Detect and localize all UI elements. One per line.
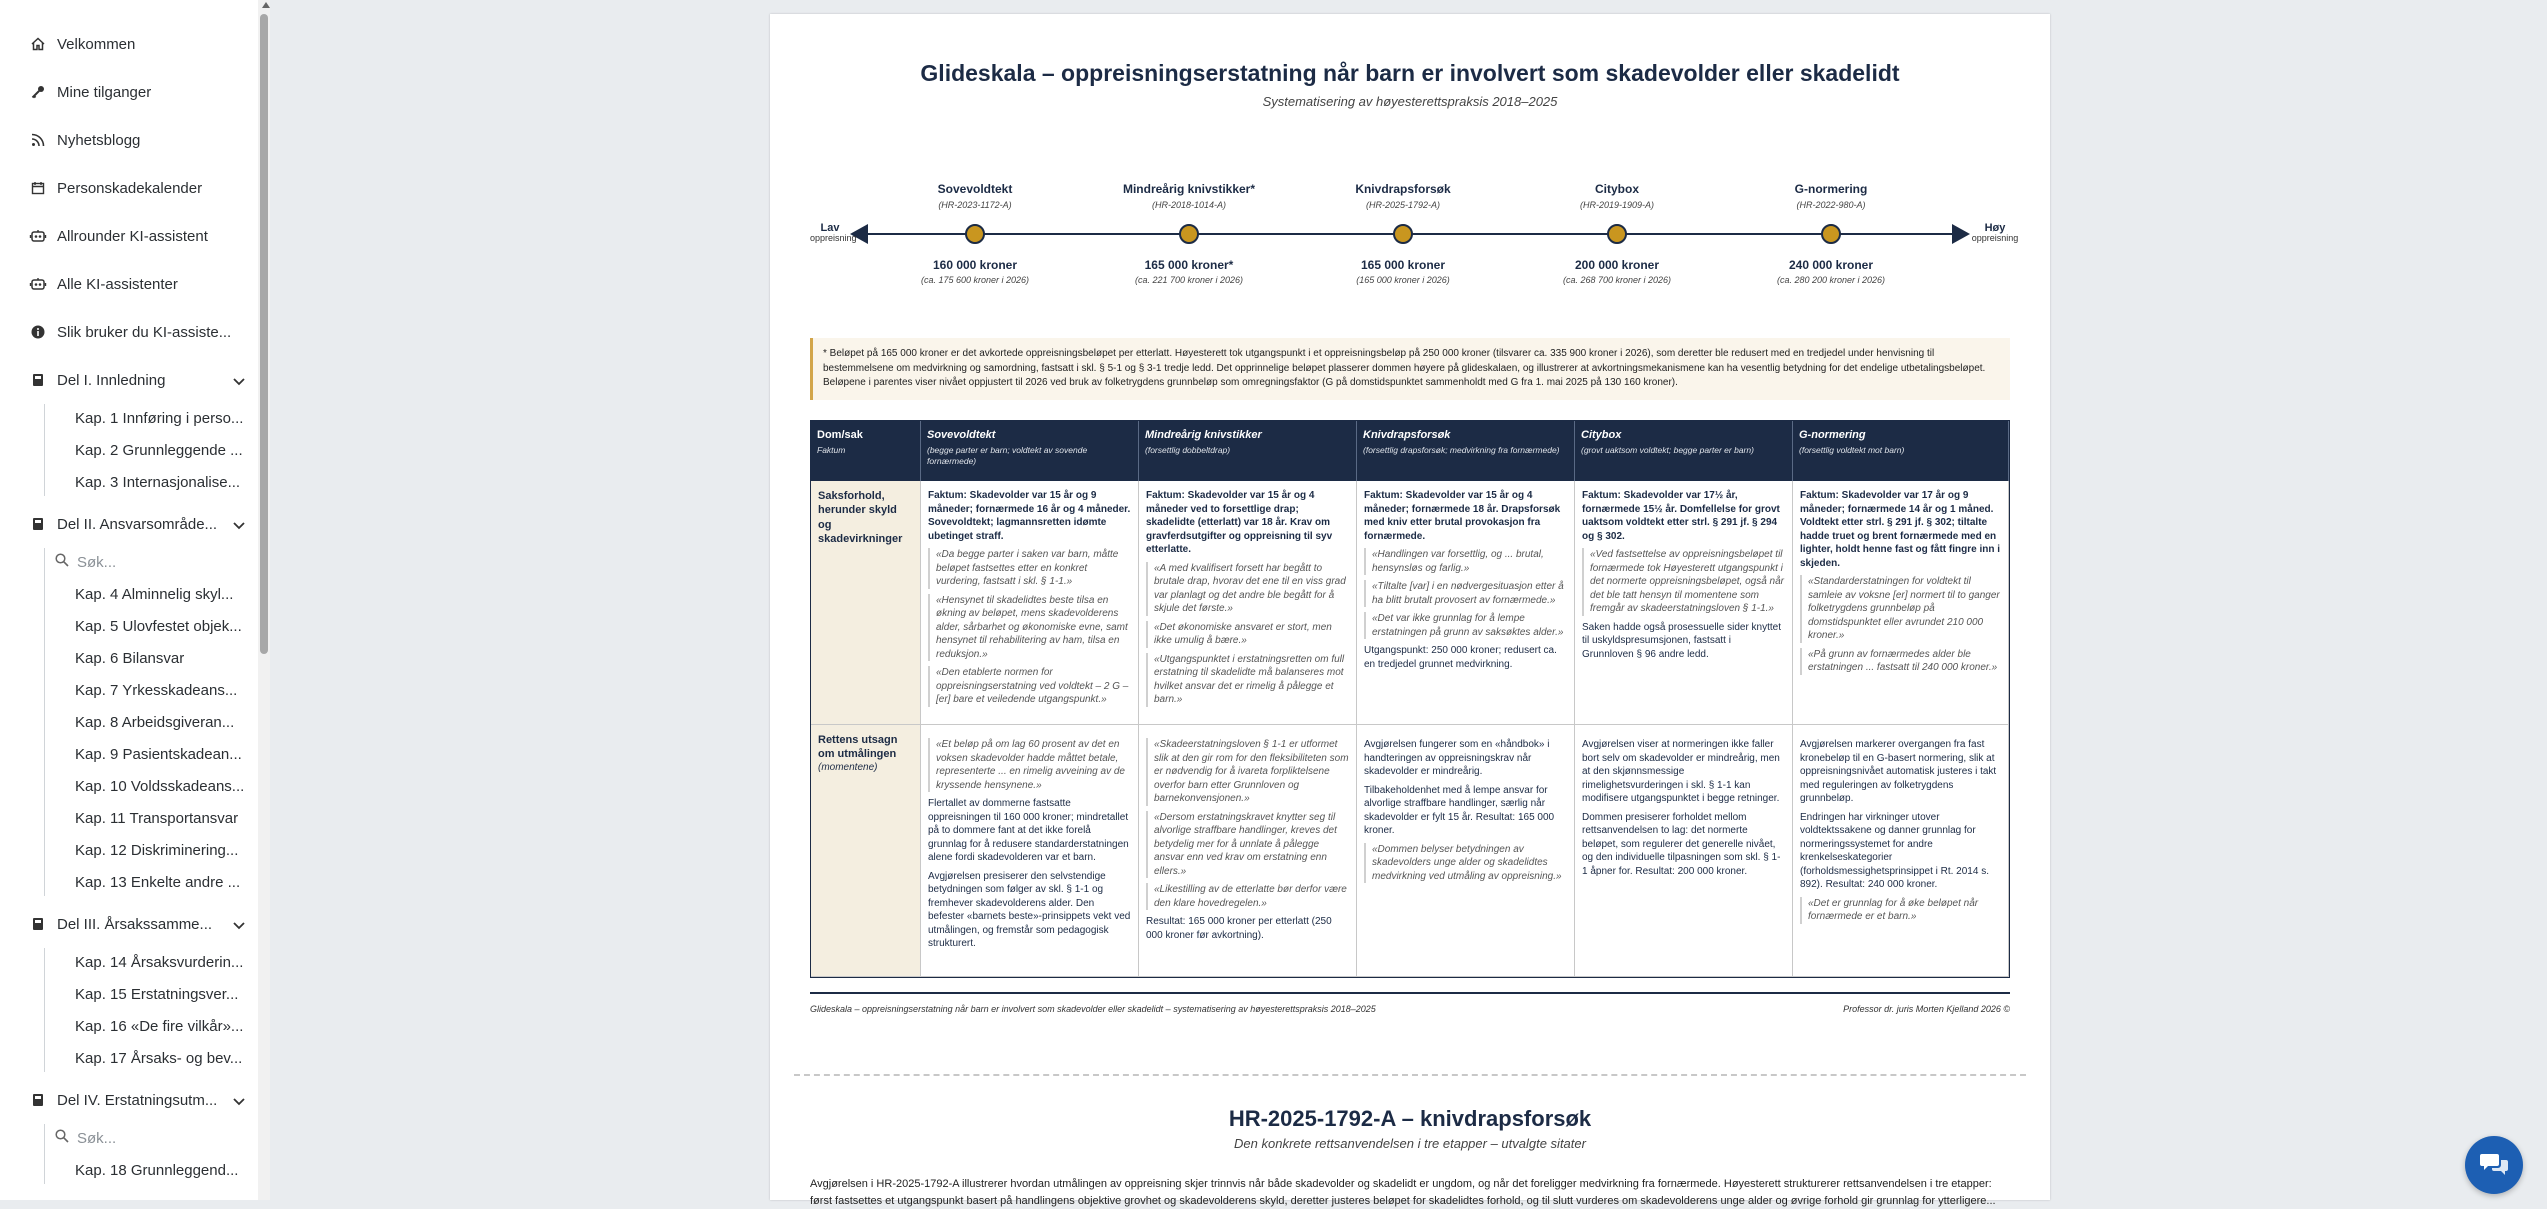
sidebar-chapter[interactable]: Kap. 11 Transportansvar [75, 809, 239, 827]
table-header [1793, 421, 2009, 481]
document-title: Glideskala – oppreisningserstatning når barn er involvert som skadevolder eller skadelidt [920, 60, 1900, 86]
table-header [1357, 421, 1575, 481]
adjusted-amount: (ca. 280 200 kroner i 2026) [1776, 275, 1886, 285]
row-title: Saksforhold, herunder skyld og skadevirkninger [818, 490, 903, 545]
comparison-table [810, 420, 2010, 978]
table-cell [1793, 481, 2009, 725]
sidebar-chapter[interactable]: Kap. 8 Arbeidsgiveran... [75, 713, 235, 731]
footnote-box: * Beløpet på 165 000 kroner er det avkortede oppreisningsbeløpet per etterlatt. Høyesterett tok utgangspunkt i et oppreisningsbeløp på 250 000 kroner (tilsvarer ca. 335 900 kroner i 2026), som deretter ble redusert med en tredjedel under henvisning til bestemmelsene om medvirkning og samordning, fastsatt i skl. § 5-1 og § 3-1 tredje ledd. Det opprinnelige beløpet plasserer dommen høyere på glideskalaen, og illustrerer at avkortningsmekanismene kan ha vesentlig betydning for det endelige utbetalingsbeløpet. Beløpene i parentes viser nivået oppjustert til 2026 ved bruk av folketrygdens grunnbeløp som omregningsfaktor (G på domstidspunktet sammenholdt med G fra 1. mai 2025 på 130 160 kroner). [810, 338, 2010, 400]
search-placeholder: Søk... [77, 553, 117, 571]
sidebar-chapter[interactable]: Kap. 7 Yrkesskadeans... [75, 681, 238, 699]
cell-text: Tilbakeholdenhet med å lempe ansvar for alvorlige straffbare handlinger, særlig når skadevolder er fylt 15 år. Resultat: 165 000 kroner. [1364, 784, 1555, 836]
sidebar-chapter[interactable]: Kap. 6 Bilansvar [75, 649, 185, 667]
sidebar-chapter[interactable]: Kap. 18 Grunnleggend... [75, 1161, 239, 1179]
sidebar-item[interactable] [30, 316, 250, 348]
header-title: Dom/sak [817, 429, 863, 441]
tree-line [44, 948, 45, 1072]
cell-quote: «Ved fastsettelse av oppreisningsbeløpet til fornærmede tok Høyesterett utgangspunkt i det normerte oppreisningsbeløpet, også når det ble tatt hensyn til momentene som fremgår av skadeerstatningsloven § 1-1.» [1582, 548, 1785, 616]
cell-fact: Faktum: Skadevolder var 15 år og 4 måneder ved to forsettlige drap; skadelidte (etterlatt) var 18 år. Krav om gravferdsutgifter og oppreisning til syv etterlatte. [1146, 490, 1333, 555]
section-divider [794, 1074, 2026, 1076]
scale-point [875, 182, 1075, 210]
cell-quote: «Den etablerte normen for oppreisningserstatning ved voldtekt – 2 G – [er] bare et veiledende utgangspunkt.» [928, 666, 1131, 707]
book-icon [30, 372, 46, 388]
document-page [770, 14, 2050, 1207]
chevron-down-icon[interactable] [233, 917, 245, 934]
scale-point [1517, 182, 1717, 210]
row-title: Rettens utsagn om utmålingen [818, 734, 898, 761]
cell-fact: Faktum: Skadevolder var 15 år og 4 måneder; fornærmede 18 år. Drapsforsøk med kniv etter brutal provokasjon fra fornærmede. [1364, 490, 1561, 542]
scale-amount [1303, 258, 1503, 285]
adjusted-amount: (ca. 221 700 kroner i 2026) [1134, 275, 1244, 285]
cell-text: Utgangspunkt: 250 000 kroner; redusert ca. en tredjedel grunnet medvirkning. [1364, 645, 1557, 670]
chevron-down-icon[interactable] [233, 373, 245, 390]
amount: 165 000 kroner* [1144, 258, 1234, 272]
amount: 165 000 kroner [1360, 258, 1446, 272]
sidebar-item[interactable] [30, 28, 250, 60]
cell-quote: «Et beløp på om lag 60 prosent av det en voksen skadevolder hadde måttet betale, representerte ... en rimelig avveining av de kryssende hensynene.» [928, 738, 1131, 792]
table-cell [1357, 725, 1575, 977]
header-sub: (forsettlig voldtekt mot barn) [1799, 445, 1905, 455]
table-footer-caption: Glideskala – oppreisningserstatning når barn er involvert som skadevolder eller skadelidt – systematisering av høyesterettspraksis 2018–2025 [810, 1004, 1376, 1014]
section-body: Avgjørelsen i HR-2025-1792-A illustrerer hvordan utmålingen av oppreisning skjer trinnvis når både skadevolder og skadelidt er ungdom, og når det foreligger medvirkning fra fornærmede. Høyesterett strukturerer rettsanvendelsen i tre etapper: først fastsettes et utgangspunkt basert på handlingens objektive grovhet og skadevolderens skyld, deretter justeres beløpet for skadelidtes forhold, og til slutt vurderes om skadevolderens unge alder og øvrige forhold gir grunnlag for ytterligere... [810, 1178, 1996, 1207]
cell-text: Endringen har virkninger utover voldtektssakene og danner grunnlag for normeringssystemet for andre krenkelseskategorier (forholdsmessighetsprinsippet i Rt. 2014 s. 892). Resultat: 240 000 kroner. [1800, 811, 1989, 890]
sidebar-part[interactable] [30, 908, 250, 940]
book-icon [30, 916, 46, 932]
cell-quote: «Tiltalte [var] i en nødvergesituasjon etter å ha blitt brutalt provosert av fornærmede.» [1364, 580, 1567, 607]
chevron-down-icon[interactable] [233, 1093, 245, 1110]
section-title: HR-2025-1792-A – knivdrapsforsøk [1228, 1106, 1592, 1131]
table-row-header [811, 481, 921, 725]
sidebar-part-label: Del IV. Erstatningsutm... [57, 1091, 218, 1109]
tree-line [44, 1124, 45, 1184]
cell-text: Saken hadde også prosessuelle sider knyttet til uskyldspresumsjonen, fastsatt i Grunnloven § 96 andre ledd. [1582, 621, 1782, 660]
cell-quote: «Skadeerstatningsloven § 1-1 er utformet slik at den gir rom for den fleksibiliteten som er nødvendig for å ivareta forpliktelsene overfor barn etter Grunnloven og barnekonvensjonen.» [1146, 738, 1349, 806]
sidebar-chapter[interactable]: Kap. 1 Innføring i perso... [75, 409, 244, 427]
adjusted-amount: (165 000 kroner i 2026) [1356, 275, 1450, 285]
table-cell [1139, 725, 1357, 977]
header-sub: Faktum [817, 445, 846, 455]
case-name: G-normering [1794, 182, 1868, 196]
header-title: Knivdrapsforsøk [1363, 429, 1451, 441]
scale-marker [1393, 224, 1413, 244]
scale-amount [1731, 258, 1931, 285]
cell-quote: «Dommen belyser betydningen av skadevolders unge alder og skadelidtes medvirkning ved utmåling av oppreisning.» [1364, 843, 1567, 884]
sidebar-chapter[interactable]: Kap. 9 Pasientskadean... [75, 745, 242, 763]
adjusted-amount: (ca. 268 700 kroner i 2026) [1562, 275, 1672, 285]
sidebar-part-label: Del III. Årsakssamme... [57, 915, 213, 933]
chat-button[interactable] [2465, 1136, 2523, 1194]
section-subtitle: Den konkrete rettsanvendelsen i tre etapper – utvalgte sitater [1234, 1136, 1586, 1151]
case-name: Knivdrapsforsøk [1355, 182, 1451, 196]
sidebar-part[interactable] [30, 1084, 250, 1116]
scale-high: Høy oppreisning [1971, 222, 2019, 244]
sidebar-search-input[interactable] [55, 548, 245, 576]
sidebar-item-label: Velkommen [57, 35, 136, 53]
cell-fact: Faktum: Skadevolder var 15 år og 9 måneder; fornærmede 16 år og 4 måneder. Sovevoldtekt; lagmannsretten idømte ubetinget straff. [928, 490, 1131, 542]
cell-quote: «Hensynet til skadelidtes beste tilsa en økning av beløpet, mens skadevolderens alder, sårbarhet og økonomiske evne, samt hensynet til rehabilitering av ham, tilsa en reduksjon.» [928, 594, 1131, 662]
sidebar-chapter[interactable]: Kap. 3 Internasjonalise... [75, 473, 241, 491]
table-header [1575, 421, 1793, 481]
cell-quote: «Utgangspunktet i erstatningsretten om full erstatning til skadelidte må balanseres mot hvilket ansvar det er rimelig å pålegge et barn.» [1146, 653, 1349, 707]
cell-text: Resultat: 165 000 kroner per etterlatt (250 000 kroner før avkortning). [1146, 916, 1332, 941]
case-ref: (HR-2018-1014-A) [1151, 200, 1227, 210]
key-icon [30, 84, 46, 100]
sidebar-item[interactable] [30, 76, 250, 108]
amount: 200 000 kroner [1574, 258, 1660, 272]
scroll-up-icon[interactable] [262, 2, 270, 8]
cell-quote: «På grunn av fornærmedes alder ble erstatningen ... fastsatt til 240 000 kroner.» [1800, 648, 2001, 675]
book-icon [30, 516, 46, 532]
sidebar-item-label: Nyhetsblogg [57, 131, 141, 149]
search-icon [55, 553, 69, 571]
sidebar-chapter[interactable]: Kap. 15 Erstatningsver... [75, 985, 239, 1003]
info-icon [30, 324, 46, 340]
case-ref: (HR-2025-1792-A) [1365, 200, 1441, 210]
sidebar-search-input[interactable] [55, 1124, 245, 1152]
cell-text: Avgjørelsen markerer overgangen fra fast kronebeløp til en G-basert normering, slik at oppreisningsnivået automatisk justeres i takt med reguleringen av folketrygdens grunnbeløp. [1800, 739, 1997, 804]
sidebar-chapter[interactable]: Kap. 14 Årsaksvurderin... [75, 953, 244, 971]
scale-low: Lav oppreisning [810, 222, 857, 244]
chat-icon [2479, 1151, 2509, 1179]
cell-text: Flertallet av dommerne fastsatte oppreisningen til 160 000 kroner; mindretallet på to dommere fant at det ikke forelå grunnlag for å redusere standarderstatningen alene fordi skadevolderen var et barn. [928, 798, 1129, 863]
sidebar [0, 0, 270, 1200]
header-title: Sovevoldtekt [927, 429, 996, 441]
scale-amount [875, 258, 1075, 285]
cell-quote: «Likestilling av de etterlatte bør derfor være den klare hovedregelen.» [1146, 883, 1349, 910]
sidebar-chapter[interactable]: Kap. 12 Diskriminering... [75, 841, 239, 859]
tree-line [44, 548, 45, 896]
table-cell [1139, 481, 1357, 725]
sidebar-part[interactable] [30, 508, 250, 540]
sidebar-item-label: Alle KI-assistenter [57, 275, 178, 293]
header-sub: (grovt uaktsom voldtekt; begge parter er barn) [1581, 445, 1754, 455]
table-footer-rule [810, 992, 2010, 994]
table-footer-author: Professor dr. juris Morten Kjelland 2026 © [1843, 1004, 2010, 1014]
document-subtitle: Systematisering av høyesterettspraksis 2018–2025 [1262, 94, 1558, 109]
sidebar-chapter[interactable]: Kap. 2 Grunnleggende ... [75, 441, 243, 459]
sidebar-chapter[interactable]: Kap. 16 «De fire vilkår»... [75, 1017, 244, 1035]
sidebar-chapter[interactable]: Kap. 4 Alminnelig skyl... [75, 585, 234, 603]
header-title: G-normering [1799, 429, 1866, 441]
cell-fact: Faktum: Skadevolder var 17½ år, fornærmede 15½ år. Domfellelse for grovt uaktsom voldtekt etter strl. § 291 jf. § 294 og § 302. [1582, 490, 1780, 542]
sidebar-item-label: Slik bruker du KI-assiste... [57, 323, 232, 341]
chevron-down-icon[interactable] [233, 517, 245, 534]
sidebar-chapter[interactable]: Kap. 10 Voldsskadeans... [75, 777, 245, 795]
rss-icon [30, 132, 46, 148]
cell-quote: «Dersom erstatningskravet knytter seg til alvorlige straffbare handlinger, kreves det betydelig mer for å unnlate å pålegge ansvar enn ved krav om erstatning enn ellers.» [1146, 811, 1349, 879]
cell-text: Avgjørelsen viser at normeringen ikke faller bort selv om skadevolder er mindreårig, men at den skjønnsmessige rimelighetsvurderingen i skl. § 1-1 kan modifisere utgangspunktet i begge retninger. [1582, 739, 1780, 804]
scale-point [1303, 182, 1503, 210]
scale-amount [1089, 258, 1289, 285]
table-cell [921, 725, 1139, 977]
case-ref: (HR-2019-1909-A) [1579, 200, 1655, 210]
scale-amount [1517, 258, 1717, 285]
sliding-scale [810, 164, 2019, 304]
robot-icon [30, 228, 46, 244]
table-cell [1575, 481, 1793, 725]
cell-quote: «A med kvalifisert forsett har begått to brutale drap, hvorav det ene til en viss grad var planlagt og det andre ble begått for å skjule det første.» [1146, 562, 1349, 616]
search-icon [55, 1129, 69, 1147]
cell-quote: «Det er grunnlag for å øke beløpet når fornærmede er et barn.» [1800, 897, 2001, 924]
table-corner-header [811, 421, 921, 481]
case-name: Citybox [1594, 182, 1639, 196]
amount: 160 000 kroner [932, 258, 1018, 272]
case-ref: (HR-2022-980-A) [1796, 200, 1866, 210]
sidebar-chapter[interactable]: Kap. 17 Årsaks- og bev... [75, 1049, 243, 1067]
cell-quote: «Det økonomiske ansvaret er stort, men ikke umulig å bære.» [1146, 621, 1349, 648]
sidebar-item[interactable] [30, 172, 250, 204]
sidebar-item[interactable] [30, 124, 250, 156]
cell-quote: «Da begge parter i saken var barn, måtte beløpet fastsettes etter en konkret vurdering, fastsatt i skl. § 1-1.» [928, 548, 1131, 589]
adjusted-amount: (ca. 175 600 kroner i 2026) [920, 275, 1030, 285]
cell-text: Avgjørelsen fungerer som en «håndbok» i handteringen av oppreisningskrav når skadevolder er mindreårig. [1364, 739, 1550, 777]
table-row-header [811, 725, 921, 977]
sidebar-item[interactable] [30, 220, 250, 252]
header-sub: (begge parter er barn; voldtekt av sovende fornærmede) [927, 445, 1088, 467]
amount: 240 000 kroner [1788, 258, 1874, 272]
header-sub: (forsettlig dobbeltdrap) [1145, 445, 1231, 455]
robot-icon [30, 276, 46, 292]
sidebar-chapter[interactable]: Kap. 13 Enkelte andre ... [75, 873, 241, 891]
cell-quote: «Standarderstatningen for voldtekt til samleie av voksne [er] normert til to ganger folketrygdens grunnbeløp på domstidspunktet eller avrundet 210 000 kroner.» [1800, 575, 2001, 643]
scrollbar-thumb[interactable] [260, 14, 268, 654]
sidebar-chapter[interactable]: Kap. 5 Ulovfestet objek... [75, 617, 242, 635]
scale-marker [1821, 224, 1841, 244]
case-name: Mindreårig knivstikker* [1122, 182, 1256, 196]
scale-marker [1179, 224, 1199, 244]
case-ref: (HR-2023-1172-A) [938, 200, 1012, 210]
cell-fact: Faktum: Skadevolder var 17 år og 9 måneder; fornærmede 14 år og 1 måned. Voldtekt etter strl. § 291 jf. § 302; tiltalte hadde truet og brent fornærmede med en lighter, holdt henne fast og fått fingre inn i skjeden. [1800, 490, 2000, 569]
table-cell [1575, 725, 1793, 977]
sidebar-part-label: Del II. Ansvarsområde... [57, 515, 218, 533]
scale-point [1089, 182, 1289, 210]
sidebar-item[interactable] [30, 268, 250, 300]
right-arrow-icon [1952, 224, 1970, 244]
table-cell [1357, 481, 1575, 725]
header-title: Citybox [1581, 429, 1622, 441]
table-cell [1793, 725, 2009, 977]
header-sub: (forsettlig drapsforsøk; medvirkning fra fornærmede) [1363, 445, 1560, 455]
scale-point [1731, 182, 1931, 210]
book-icon [30, 1092, 46, 1108]
sidebar-item-label: Personskadekalender [57, 179, 203, 197]
cell-text: Avgjørelsen presiserer den selvstendige betydningen som følger av skl. § 1-1 og fremhever skadevolderens alder. Den befester «barnets beste»-prinsippets vekt ved utmålingen, og fremstår som pedagogisk strukturert. [928, 870, 1131, 949]
sidebar-part-label: Del I. Innledning [57, 371, 166, 389]
cell-text: Dommen presiserer forholdet mellom rettsanvendelsen to lag: det normerte beløpet, som regulerer det generelle nivået, og den individuelle tilpasningen som skl. § 1-1 åpner for. Resultat: 200 000 kroner. [1582, 811, 1781, 877]
header-title: Mindreårig knivstikker [1145, 429, 1262, 441]
scale-marker [965, 224, 985, 244]
table-header [1139, 421, 1357, 481]
tree-line [44, 404, 45, 496]
sidebar-scrollbar[interactable] [258, 0, 270, 1200]
row-sub: (momentene) [818, 761, 878, 773]
table-header [921, 421, 1139, 481]
sidebar-part[interactable] [30, 364, 250, 396]
scale-marker [1607, 224, 1627, 244]
calendar-icon [30, 180, 46, 196]
table-cell [921, 481, 1139, 725]
cell-quote: «Handlingen var forsettlig, og ... brutal, hensynsløs og farlig.» [1364, 548, 1567, 575]
case-name: Sovevoldtekt [937, 182, 1013, 196]
sidebar-item-label: Mine tilganger [57, 83, 152, 101]
home-icon [30, 36, 46, 52]
cell-quote: «Det var ikke grunnlag for å lempe erstatningen på grunn av saksøktes alder.» [1364, 612, 1567, 639]
sidebar-item-label: Allrounder KI-assistent [57, 227, 208, 245]
search-placeholder: Søk... [77, 1129, 117, 1147]
